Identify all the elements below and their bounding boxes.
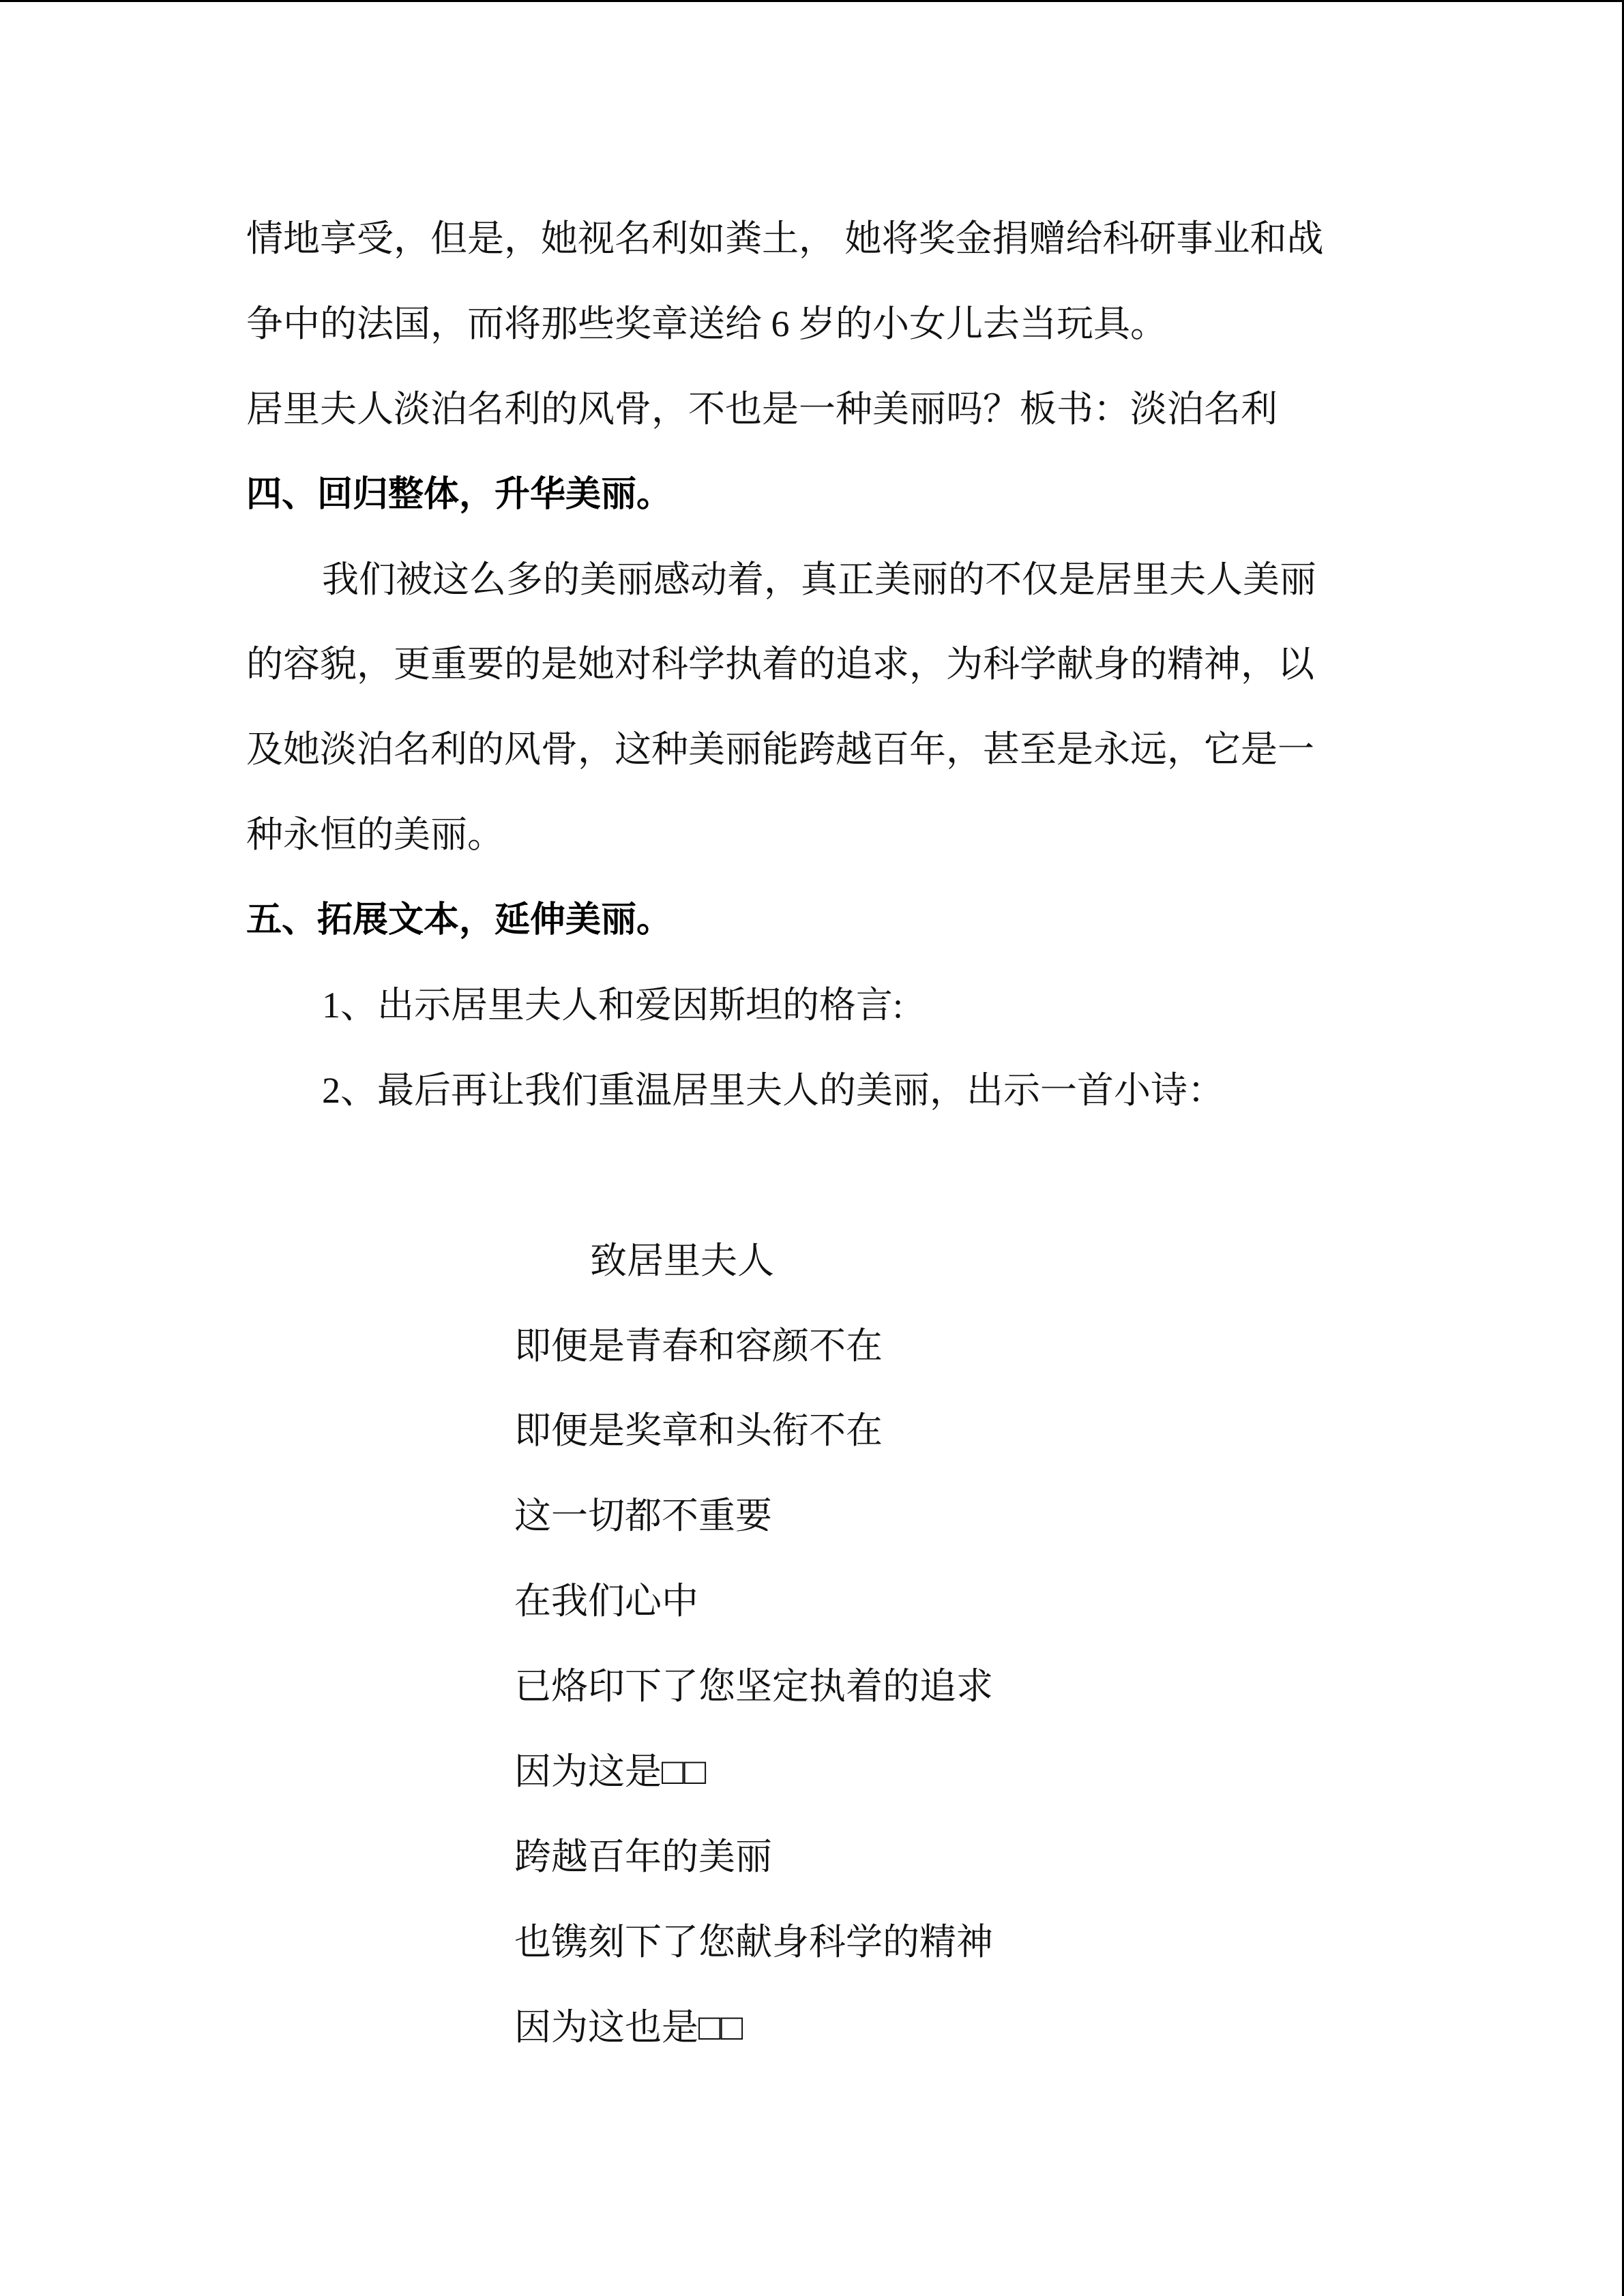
paragraph-line: 情地享受，但是，她视名利如粪土， 她将奖金捐赠给科研事业和战 [246,218,1324,259]
poem-line: 在我们心中 [514,1581,698,1622]
poem-line: 这一切都不重要 [514,1495,772,1537]
section-4-heading: 四、回归整体，升华美丽。 [246,473,673,515]
paragraph-line: 争中的法国，而将那些奖章送给 6 岁的小女儿去当玩具。 [246,303,1167,344]
poem-line: 因为这也是□□ [514,2006,743,2048]
section-4-paragraph-line: 我们被这么多的美丽感动着，真正美丽的不仅是居里夫人美丽 [322,558,1316,600]
poem-line: 也镌刻下了您献身科学的精神 [514,1921,993,1963]
section-4-paragraph-line: 的容貌，更重要的是她对科学执着的追求，为科学献身的精神，以 [246,644,1314,685]
poem-line: 即便是青春和容颜不在 [514,1325,883,1367]
section-5-heading: 五、拓展文本，延伸美丽。 [246,899,673,941]
blank-line [246,1133,1378,1219]
poem-line: 即便是奖章和头衔不在 [514,1410,883,1452]
poem-line: 因为这是□□ [514,1751,707,1793]
poem-line: 已烙印下了您坚定执着的追求 [514,1666,993,1708]
summary-sentence: 居里夫人淡泊名利的风骨，不也是一种美丽吗？板书：淡泊名利 [246,388,1278,430]
section-4-paragraph-line: 及她淡泊名利的风骨，这种美丽能跨越百年，甚至是永远，它是一 [246,729,1314,771]
section-5-item: 2、最后再让我们重温居里夫人的美丽，出示一首小诗： [322,1069,1224,1111]
poem-title: 致居里夫人 [590,1240,774,1281]
section-5-item: 1、出示居里夫人和爱因斯坦的格言: [322,985,904,1026]
poem-line: 跨越百年的美丽 [514,1836,772,1877]
section-4-paragraph-line: 种永恒的美丽。 [246,814,504,856]
document-body [246,196,1378,2070]
